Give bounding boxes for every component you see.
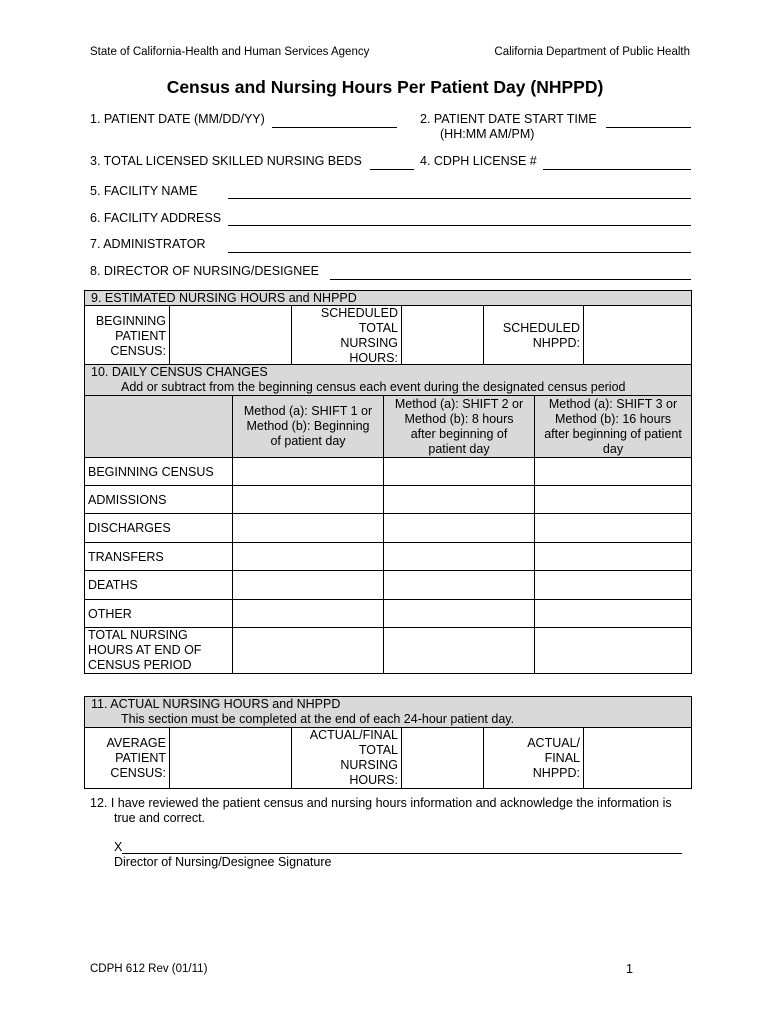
administrator-label: 7. ADMINISTRATOR: [90, 237, 206, 251]
total-nursing-hours-shift-1-input[interactable]: [233, 628, 384, 674]
department-name: California Department of Public Health: [494, 46, 690, 58]
other-shift-1-input[interactable]: [233, 600, 384, 628]
scheduled-nursing-hours-label: SCHEDULED TOTAL NURSING HOURS:: [292, 306, 402, 367]
signature-field[interactable]: [122, 853, 682, 854]
average-census-label: AVERAGE PATIENT CENSUS:: [85, 728, 170, 789]
section-9-heading: 9. ESTIMATED NURSING HOURS and NHPPD: [85, 291, 692, 306]
beginning-census-input[interactable]: [170, 306, 292, 367]
start-time-field[interactable]: [606, 127, 691, 128]
facility-address-label: 6. FACILITY ADDRESS: [90, 211, 222, 225]
table-row: [85, 571, 692, 600]
admissions-shift-2-input[interactable]: [384, 486, 535, 514]
shift-2-header: Method (a): SHIFT 2 or Method (b): 8 hours after beginning of patient day: [384, 396, 535, 458]
table-row: [85, 628, 692, 674]
table-row: [85, 600, 692, 628]
patient-date-field[interactable]: [272, 127, 397, 128]
section-11-heading: 11. ACTUAL NURSING HOURS and NHPPD This section must be completed at the end of each 24-hour patient day.: [85, 697, 692, 728]
table-row: [85, 458, 692, 486]
section-10-heading: 10. DAILY CENSUS CHANGES Add or subtract from the beginning census each event during the designated census period: [85, 365, 692, 396]
deaths-shift-2-input[interactable]: [384, 571, 535, 600]
discharges-shift-3-input[interactable]: [535, 514, 692, 543]
agency-name: State of California-Health and Human Services Agency: [90, 46, 370, 58]
licensed-beds-label: 3. TOTAL LICENSED SKILLED NURSING BEDS: [90, 154, 362, 168]
transfers-shift-2-input[interactable]: [384, 543, 535, 571]
page-number: 1: [626, 962, 633, 976]
scheduled-nhppd-label: SCHEDULED NHPPD:: [484, 306, 584, 367]
beginning-census-shift-3-input[interactable]: [535, 458, 692, 486]
row-label-discharges: DISCHARGES: [85, 514, 233, 543]
average-census-input[interactable]: [170, 728, 292, 789]
table-row: [85, 514, 692, 543]
beginning-census-label: BEGINNING PATIENT CENSUS:: [85, 306, 170, 367]
actual-nursing-hours-label: ACTUAL/FINAL TOTAL NURSING HOURS:: [292, 728, 402, 789]
total-nursing-hours-shift-2-input[interactable]: [384, 628, 535, 674]
section-9-table: [84, 290, 692, 367]
census-changes-header-blank: [85, 396, 233, 458]
facility-name-label: 5. FACILITY NAME: [90, 184, 198, 198]
transfers-shift-3-input[interactable]: [535, 543, 692, 571]
facility-address-field[interactable]: [228, 225, 691, 226]
section-11-table: [84, 696, 692, 789]
start-time-format-hint: (HH:MM AM/PM): [440, 127, 535, 141]
director-label: 8. DIRECTOR OF NURSING/DESIGNEE: [90, 264, 319, 278]
table-row: [85, 486, 692, 514]
patient-date-label: 1. PATIENT DATE (MM/DD/YY): [90, 112, 265, 126]
total-nursing-hours-shift-3-input[interactable]: [535, 628, 692, 674]
actual-nhppd-label: ACTUAL/ FINAL NHPPD:: [484, 728, 584, 789]
row-label-total-nursing-hours: TOTAL NURSING HOURS AT END OF CENSUS PERIOD: [85, 628, 233, 674]
section-10-table: [84, 364, 692, 674]
start-time-label: 2. PATIENT DATE START TIME: [420, 112, 597, 126]
director-field[interactable]: [330, 279, 691, 280]
actual-nursing-hours-input[interactable]: [402, 728, 484, 789]
form-id: CDPH 612 Rev (01/11): [90, 963, 208, 975]
other-shift-2-input[interactable]: [384, 600, 535, 628]
beginning-census-shift-2-input[interactable]: [384, 458, 535, 486]
table-row: [85, 543, 692, 571]
discharges-shift-2-input[interactable]: [384, 514, 535, 543]
discharges-shift-1-input[interactable]: [233, 514, 384, 543]
beginning-census-shift-1-input[interactable]: [233, 458, 384, 486]
admissions-shift-1-input[interactable]: [233, 486, 384, 514]
page-title: Census and Nursing Hours Per Patient Day (NHPPD): [166, 77, 604, 97]
transfers-shift-1-input[interactable]: [233, 543, 384, 571]
attestation-text-line-1: 12. I have reviewed the patient census and nursing hours information and acknowledge the information is: [90, 796, 672, 810]
shift-1-header: Method (a): SHIFT 1 or Method (b): Beginning of patient day: [233, 396, 384, 458]
license-number-field[interactable]: [543, 169, 691, 170]
attestation-text-line-2: true and correct.: [114, 811, 206, 825]
shift-3-header: Method (a): SHIFT 3 or Method (b): 16 hours after beginning of patient day: [535, 396, 692, 458]
scheduled-nursing-hours-input[interactable]: [402, 306, 484, 367]
administrator-field[interactable]: [228, 252, 691, 253]
row-label-admissions: ADMISSIONS: [85, 486, 233, 514]
admissions-shift-3-input[interactable]: [535, 486, 692, 514]
row-label-beginning-census: BEGINNING CENSUS: [85, 458, 233, 486]
actual-nhppd-input[interactable]: [584, 728, 692, 789]
deaths-shift-3-input[interactable]: [535, 571, 692, 600]
license-number-label: 4. CDPH LICENSE #: [420, 154, 537, 168]
licensed-beds-field[interactable]: [370, 169, 414, 170]
row-label-deaths: DEATHS: [85, 571, 233, 600]
signature-x-mark: X: [114, 840, 123, 854]
row-label-other: OTHER: [85, 600, 233, 628]
facility-name-field[interactable]: [228, 198, 691, 199]
deaths-shift-1-input[interactable]: [233, 571, 384, 600]
signature-label: Director of Nursing/Designee Signature: [114, 855, 332, 869]
other-shift-3-input[interactable]: [535, 600, 692, 628]
row-label-transfers: TRANSFERS: [85, 543, 233, 571]
scheduled-nhppd-input[interactable]: [584, 306, 692, 367]
